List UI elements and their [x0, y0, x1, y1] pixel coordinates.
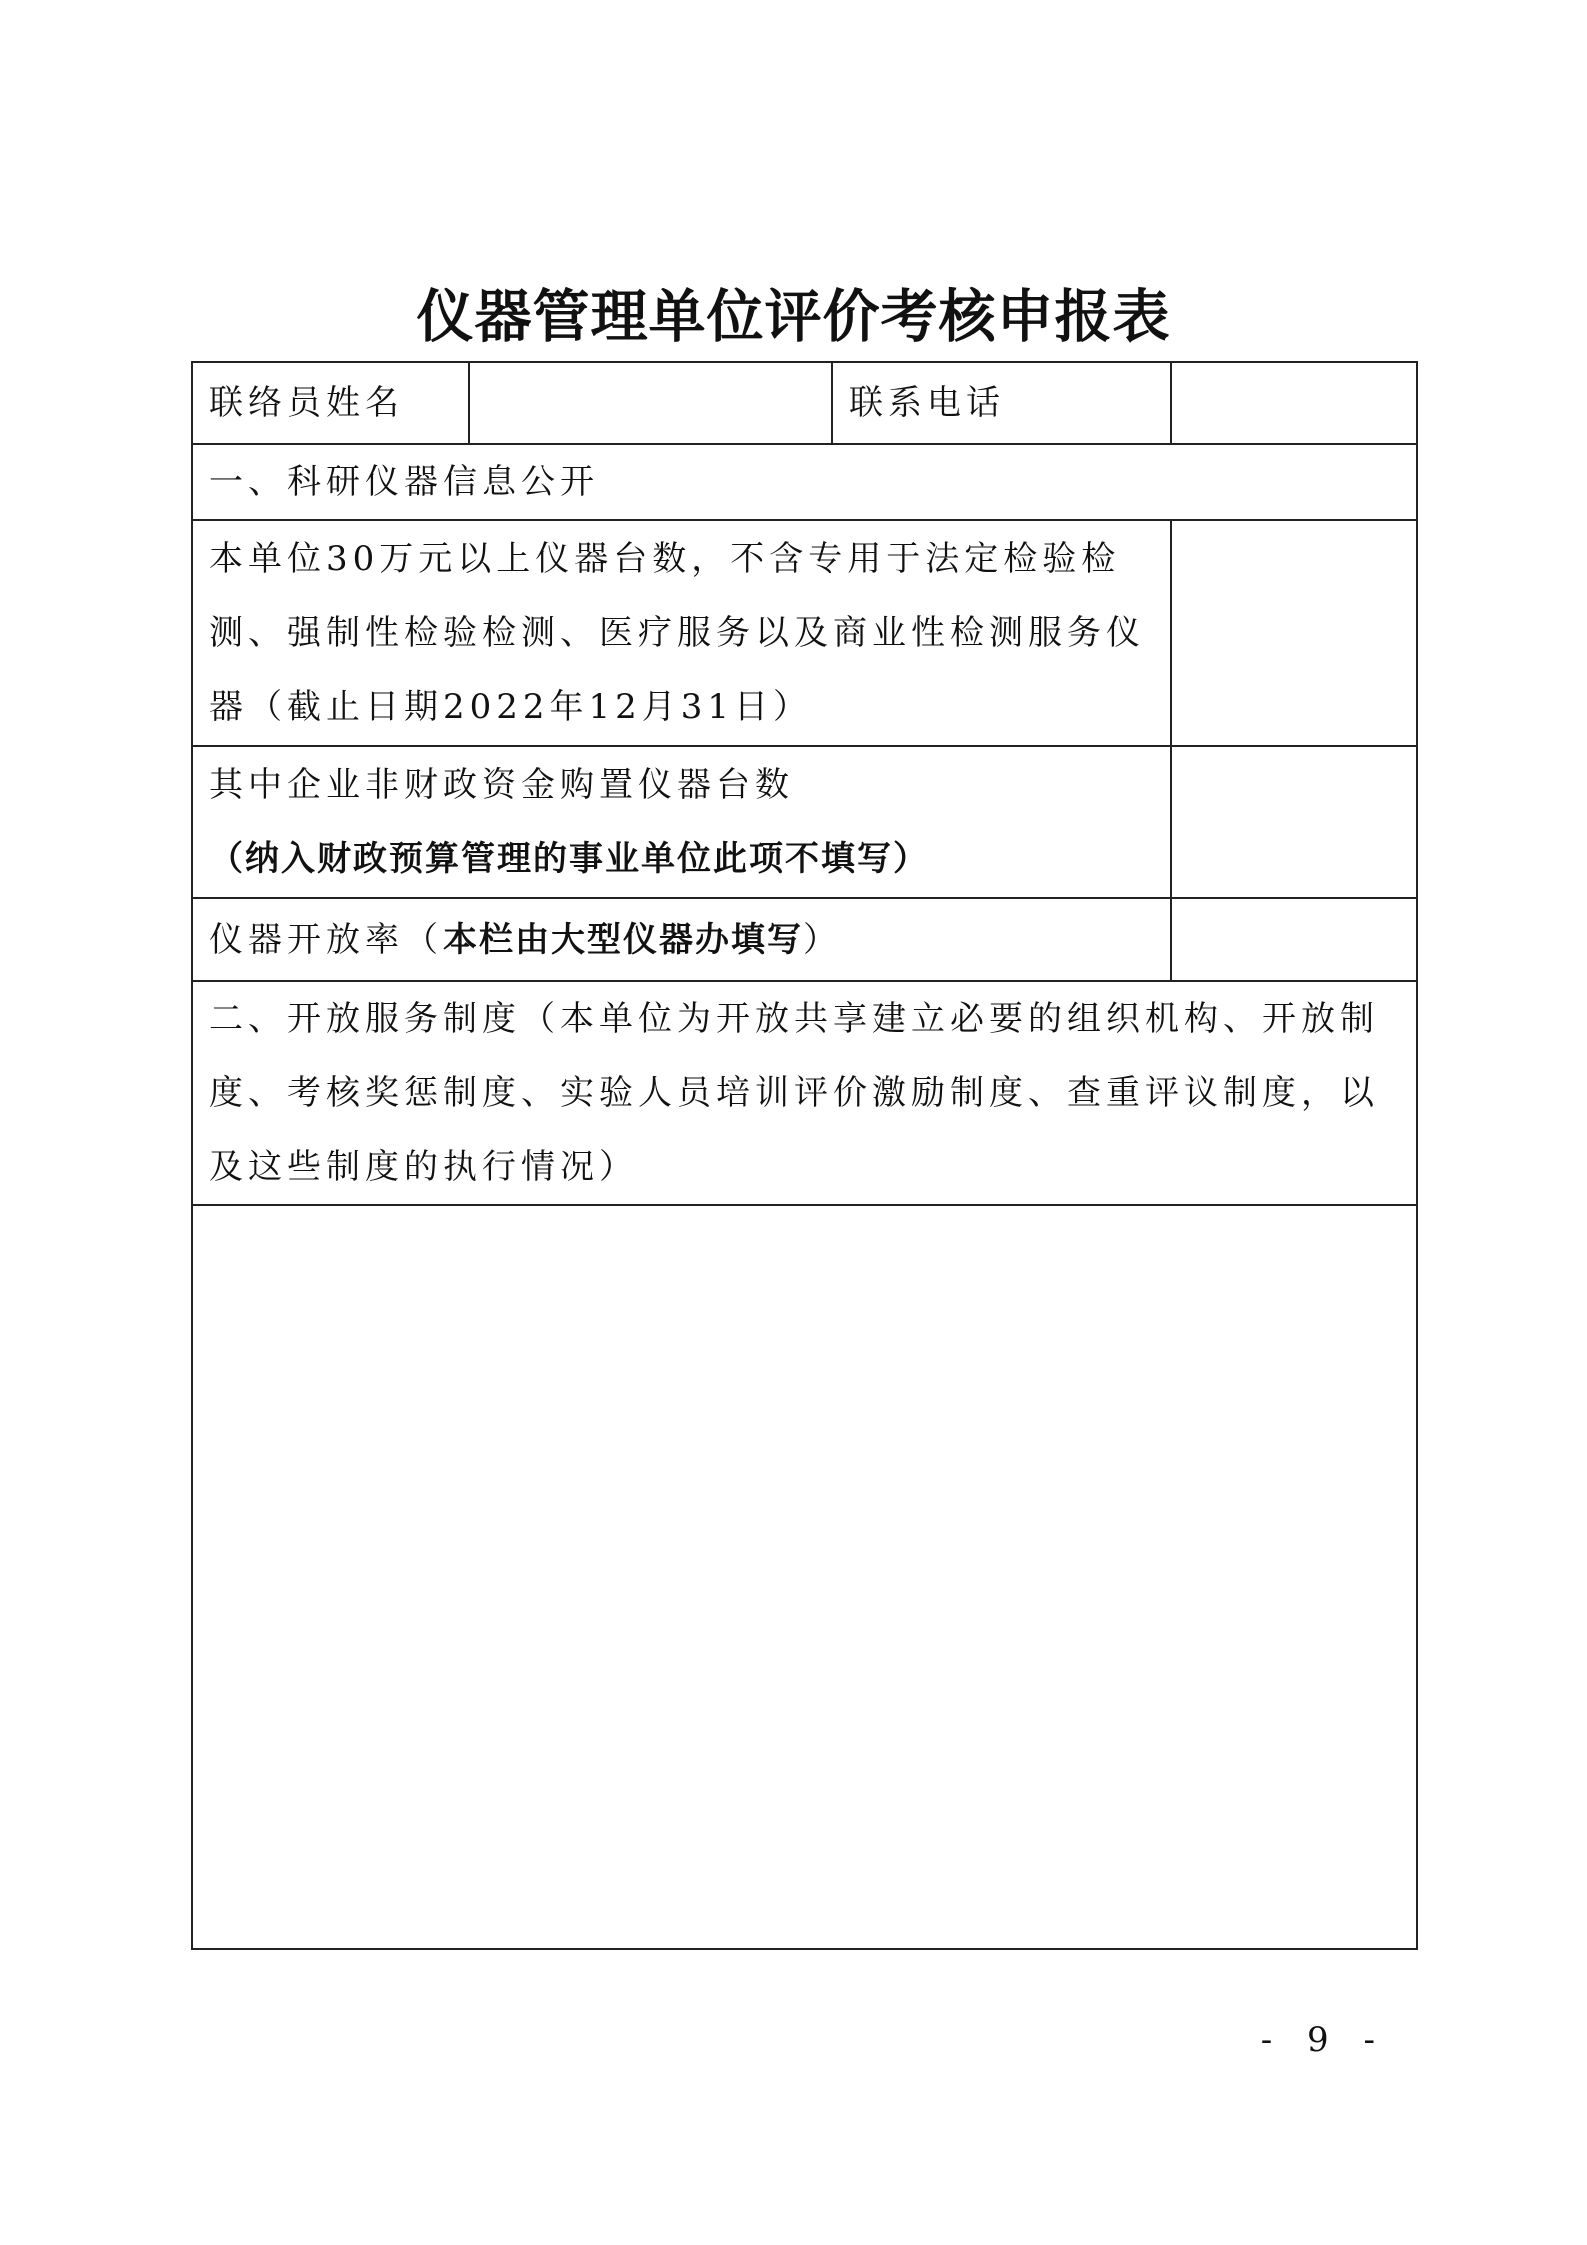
section2-heading: 二、开放服务制度（本单位为开放共享建立必要的组织机构、开放制度、考核奖惩制度、实验人员培训评价激励制度、查重评议制度，以及这些制度的执行情况）	[192, 981, 1417, 1205]
section1-heading: 一、科研仪器信息公开	[192, 444, 1417, 520]
enterprise-count-row	[192, 746, 1417, 898]
form-title: 仪器管理单位评价考核申报表	[416, 284, 1171, 350]
instrument-count-row	[192, 520, 1417, 746]
instrument-count-field[interactable]	[1171, 520, 1417, 746]
contact-name-label: 联络员姓名	[192, 362, 469, 444]
open-rate-label: 仪器开放率（	[209, 919, 443, 960]
instrument-count-label: 本单位30万元以上仪器台数，不含专用于法定检验检测、强制性检验检测、医疗服务以及商业性检测服务仪器（截止日期2022年12月31日）	[192, 520, 1171, 746]
contact-name-field[interactable]	[469, 362, 832, 444]
page-number: - 9 -	[1260, 2020, 1387, 2060]
section2-heading-row	[192, 981, 1417, 1205]
section2-content-row	[192, 1205, 1417, 1949]
enterprise-count-cell	[192, 746, 1171, 898]
open-rate-row	[192, 898, 1417, 981]
open-rate-note: 本栏由大型仪器办填写	[443, 919, 803, 960]
contact-phone-label: 联系电话	[832, 362, 1171, 444]
open-rate-cell	[192, 898, 1171, 981]
enterprise-count-note: （纳入财政预算管理的事业单位此项不填写）	[209, 839, 929, 879]
contact-phone-field[interactable]	[1171, 362, 1417, 444]
open-rate-close: ）	[803, 919, 842, 960]
section2-content-field[interactable]	[192, 1205, 1417, 1949]
section1-heading-row	[192, 444, 1417, 520]
enterprise-count-field[interactable]	[1171, 746, 1417, 898]
contact-row	[192, 362, 1417, 444]
open-rate-field[interactable]	[1171, 898, 1417, 981]
enterprise-count-label: 其中企业非财政资金购置仪器台数	[209, 765, 794, 805]
application-form-table	[191, 361, 1418, 1950]
